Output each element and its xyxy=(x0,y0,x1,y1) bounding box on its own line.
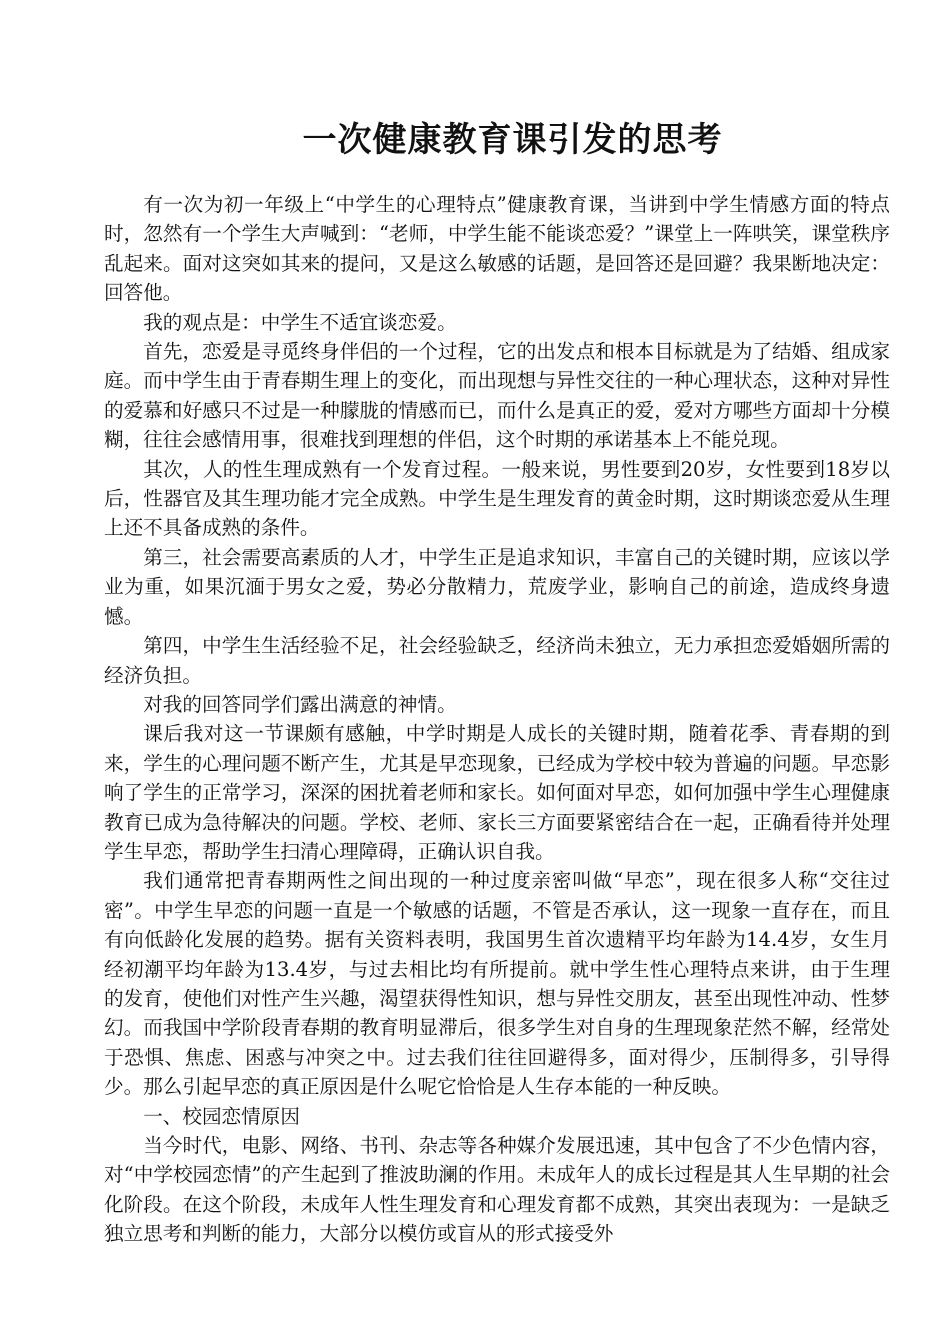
paragraph: 第三，社会需要高素质的人才，中学生正是追求知识，丰富自己的关键时期，应该以学业为重，如果沉湎于男女之爱，势必分散精力，荒废学业，影响自己的前途，造成终身遗憾。 xyxy=(104,545,890,628)
paragraph: 我们通常把青春期两性之间出现的一种过度亲密叫做“早恋”，现在很多人称“交往过密”。中学生早恋的问题一直是一个敏感的话题，不管是否承认，这一现象一直存在，而且有向低龄化发展的趋势。据有关资料表明，我国男生首次遗精平均年龄为14.4岁，女生月经初潮平均年龄为13.4岁，与过去相比均有所提前。就中学生性心理特点来讲，由于生理的发育，使他们对性产生兴趣，渴望获得性知识，想与异性交朋友，甚至出现性冲动、性梦幻。而我国中学阶段青春期的教育明显滞后，很多学生对自身的生理现象茫然不解，经常处于恐惧、焦虑、困惑与冲突之中。过去我们往往回避得多，面对得少，压制得多，引导得少。那么引起早恋的真正原因是什么呢它恰恰是人生存本能的一种反映。 xyxy=(104,869,890,1099)
paragraph: 首先，恋爱是寻觅终身伴侣的一个过程，它的出发点和根本目标就是为了结婚、组成家庭。而中学生由于青春期生理上的变化，而出现想与异性交往的一种心理状态，这种对异性的爱慕和好感只不过是一种朦胧的情感而已，而什么是真正的爱，爱对方哪些方面却十分模糊，往往会感情用事，很难找到理想的伴侣，这个时期的承诺基本上不能兑现。 xyxy=(104,340,890,452)
document-body xyxy=(104,190,890,1249)
paragraph: 当今时代，电影、网络、书刊、杂志等各种媒介发展迅速，其中包含了不少色情内容，对“中学校园恋情”的产生起到了推波助澜的作用。未成年人的成长过程是其人生早期的社会化阶段。在这个阶段，未成年人性生理发育和心理发育都不成熟，其突出表现为：一是缺乏独立思考和判断的能力，大部分以模仿或盲从的形式接受外 xyxy=(104,1134,890,1246)
paragraph: 课后我对这一节课颇有感触，中学时期是人成长的关键时期，随着花季、青春期的到来，学生的心理问题不断产生，尤其是早恋现象，已经成为学校中较为普遍的问题。早恋影响了学生的正常学习，深深的困扰着老师和家长。如何面对早恋，如何加强中学生心理健康教育已成为急待解决的问题。学校、老师、家长三方面要紧密结合在一起，正确看待并处理学生早恋，帮助学生扫清心理障碍，正确认识自我。 xyxy=(104,722,890,863)
paragraph: 有一次为初一年级上“中学生的心理特点”健康教育课，当讲到中学生情感方面的特点时，忽然有一个学生大声喊到：“老师，中学生能不能谈恋爱？”课堂上一阵哄笑，课堂秩序乱起来。面对这突如其来的提问，又是这么敏感的话题，是回答还是回避？我果断地决定：回答他。 xyxy=(104,193,890,305)
document-title: 一次健康教育课引发的思考 xyxy=(302,120,723,160)
paragraph: 第四，中学生生活经验不足，社会经验缺乏，经济尚未独立，无力承担恋爱婚姻所需的经济负担。 xyxy=(104,634,890,687)
section-heading: 一、校园恋情原因 xyxy=(143,1104,300,1128)
paragraph: 对我的回答同学们露出满意的神情。 xyxy=(143,692,457,716)
paragraph: 其次，人的性生理成熟有一个发育过程。一般来说，男性要到20岁，女性要到18岁以后，性器官及其生理功能才完全成熟。中学生是生理发育的黄金时期，这时期谈恋爱从生理上还不具备成熟的条件。 xyxy=(104,457,890,540)
paragraph: 我的观点是：中学生不适宜谈恋爱。 xyxy=(143,310,457,334)
